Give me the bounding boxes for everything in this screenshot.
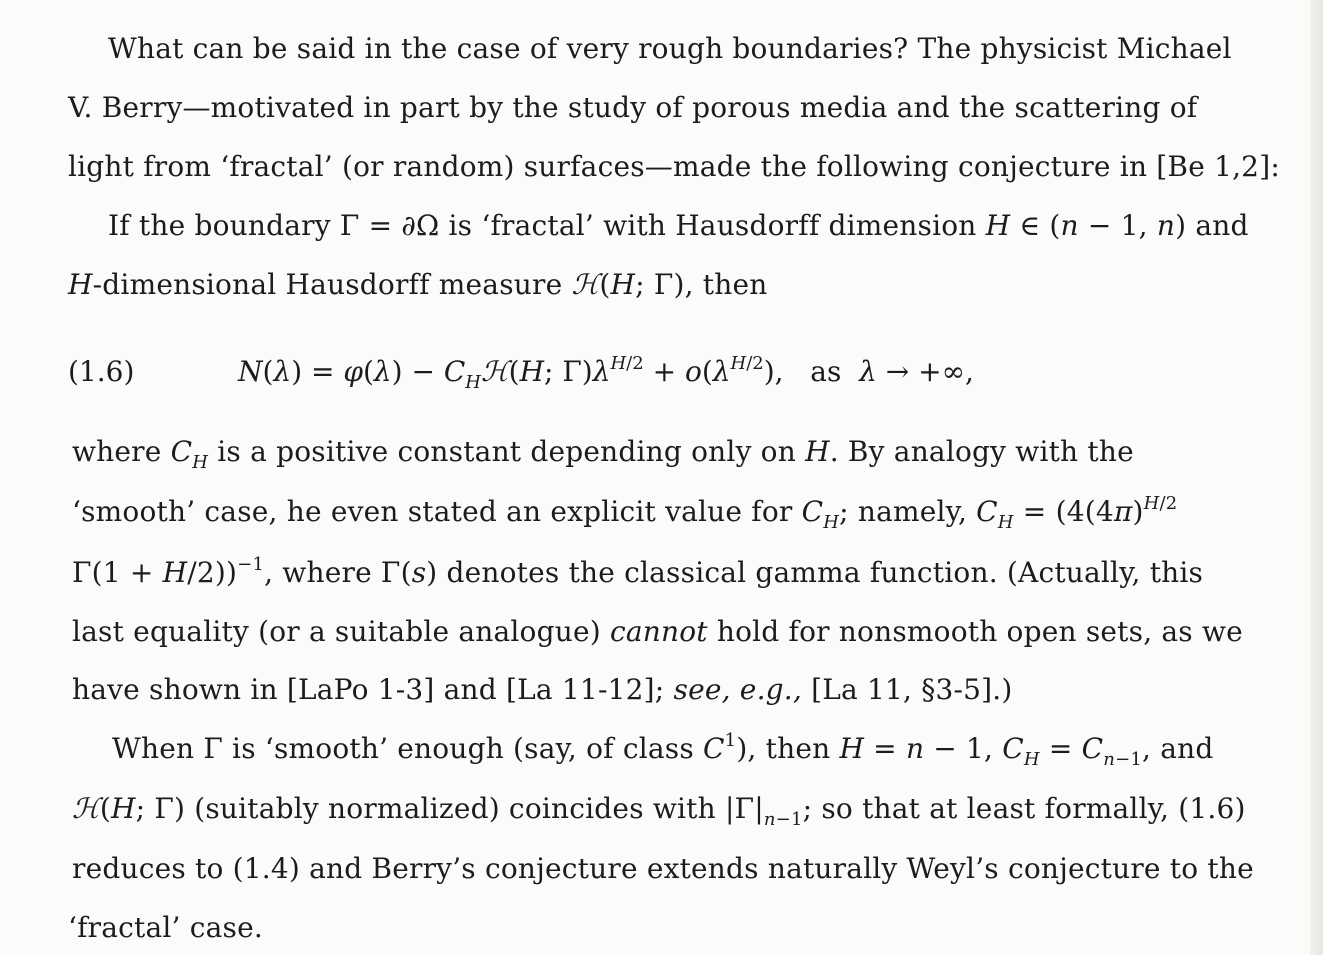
text-line-4: If the boundary Γ = ∂Ω is ‘fractal’ with Hausdorff dimension H ∈ (n − 1, n) and [108,209,1249,242]
text-line-13: reduces to (1.4) and Berry’s conjecture extends naturally Weyl’s conjecture to the [72,852,1254,885]
text-line-5: H-dimensional Hausdorff measure ℋ(H; Γ), then [68,268,768,301]
text-line-11: When Γ is ‘smooth’ enough (say, of class $C^1$), then H = n − 1, $C_H = C_{n-1}$, and [112,730,1214,770]
text-line-14: ‘fractal’ case. [68,911,263,944]
text-line-3: light from ‘fractal’ (or random) surfaces—made the following conjecture in [Be 1,2]: [68,150,1280,183]
text-line-12: ℋ(H; Γ) (suitably normalized) coincides with $|\Gamma|_{n-1}$; so that at least formally, (1.6) [72,792,1246,830]
text-line-8: Γ(1 + H/2))$^{-1}$, where Γ(s) denotes the classical gamma function. (Actually, this [72,554,1204,589]
equation-number: (1.6) [68,355,135,388]
text-line-7: ‘smooth’ case, he even stated an explicit value for $C_H$; namely, $C_H = (4(4\pi)^{H/2}$ [72,493,1178,533]
text-line-6: where $C_H$ is a positive constant depending only on H. By analogy with the [72,435,1134,473]
scan-edge [1310,0,1323,955]
text-line-10: have shown in [LaPo 1-3] and [La 11-12]; see, e.g., [La 11, §3-5].) [72,673,1013,706]
text-line-1: What can be said in the case of very rough boundaries? The physicist Michael [108,32,1232,65]
text-line-2: V. Berry—motivated in part by the study of porous media and the scattering of [68,91,1198,124]
text-line-9: last equality (or a suitable analogue) cannot hold for nonsmooth open sets, as we [72,615,1243,648]
equation-1-6: $N(\lambda) = \varphi(\lambda) - C_Hℋ(H$; $\Gamma)\lambda^{H/2} + o(\lambda^{H/2})$, as λ → +∞, [238,353,974,393]
